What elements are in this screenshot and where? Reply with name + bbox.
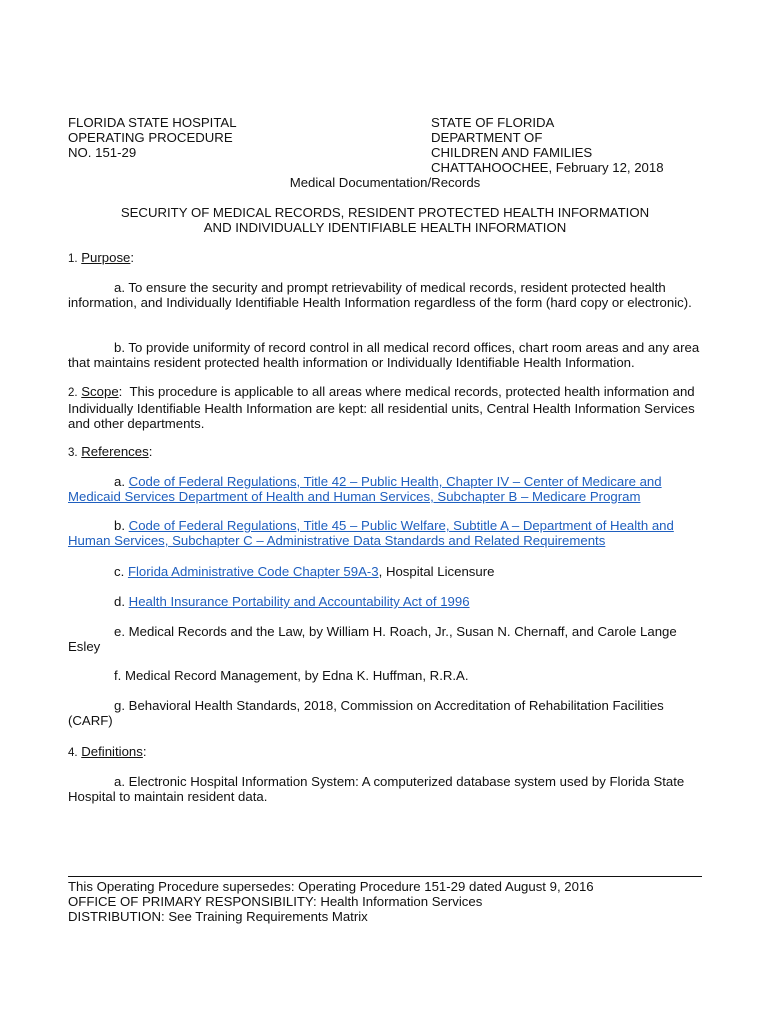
section-heading: Definitions [81, 744, 143, 759]
reference-link-cfr-title-45[interactable]: Code of Federal Regulations, Title 45 – Public Welfare, Subtitle A – Department of Health and Human Services, Subchapter C – Administrative Data Standards and Related Requirements [68, 518, 674, 548]
title-line-1: SECURITY OF MEDICAL RECORDS, RESIDENT PROTECTED HEALTH INFORMATION [120, 205, 650, 220]
definition-item-a: a. Electronic Hospital Information System: A computerized database system used by Florida State Hospital to maintain resident data. [68, 774, 685, 804]
reference-item-a: a. Code of Federal Regulations, Title 42 – Public Health, Chapter IV – Center of Medicare and Medicaid Services Department of Health and Human Services, Subchapter B – Medicare Program [68, 474, 662, 504]
reference-item-e: e. Medical Records and the Law, by William H. Roach, Jr., Susan N. Chernaff, and Carole Lange Esley [68, 624, 677, 654]
reference-item-f: f. Medical Record Management, by Edna K. Huffman, R.R.A. [114, 668, 469, 683]
header-right-line: DEPARTMENT OF [431, 130, 543, 145]
header-right-line: STATE OF FLORIDA [431, 115, 555, 130]
footer-supersedes: This Operating Procedure supersedes: Operating Procedure 151-29 dated August 9, 2016 [68, 879, 594, 894]
section-scope: 2. Scope: This procedure is applicable to all areas where medical records, protected health information and Individually Identifiable Health Information are kept: all residential units, Central Health Information Services and other departments. [68, 384, 695, 431]
reference-item-g: g. Behavioral Health Standards, 2018, Commission on Accreditation of Rehabilitation Facilities (CARF) [68, 698, 664, 728]
section-purpose-heading: 1. Purpose: [68, 250, 135, 265]
section-references-heading: 3. References: [68, 444, 153, 459]
section-number: 3. [68, 447, 78, 459]
reference-item-d: d. Health Insurance Portability and Accountability Act of 1996 [114, 594, 470, 609]
title-line-2: AND INDIVIDUALLY IDENTIFIABLE HEALTH INFORMATION [203, 220, 567, 235]
purpose-item-a: a. To ensure the security and prompt retrievability of medical records, resident protected health information, and Individually Identifiable Health Information regardless of the form (hard copy or electronic). [68, 280, 692, 310]
document-title [68, 205, 702, 235]
header-left-line: FLORIDA STATE HOSPITAL [68, 115, 237, 130]
header-left-line: NO. 151-29 [68, 145, 137, 160]
section-number: 1. [68, 253, 78, 265]
header-left-line: OPERATING PROCEDURE [68, 130, 233, 145]
reference-item-c: c. Florida Administrative Code Chapter 59A-3, Hospital Licensure [114, 564, 495, 579]
section-heading: Purpose [81, 250, 131, 265]
footer [68, 879, 708, 924]
section-number: 4. [68, 747, 78, 759]
header-left [68, 115, 388, 160]
footer-responsibility: OFFICE OF PRIMARY RESPONSIBILITY: Health Information Services [68, 894, 483, 909]
header-right-line: CHILDREN AND FAMILIES [431, 145, 593, 160]
section-heading: References [81, 444, 149, 459]
document-category: Medical Documentation/Records [289, 175, 481, 190]
reference-link-hipaa[interactable]: Health Insurance Portability and Accountability Act of 1996 [128, 594, 470, 609]
reference-link-fac-59a-3[interactable]: Florida Administrative Code Chapter 59A-3 [127, 564, 379, 579]
reference-item-b: b. Code of Federal Regulations, Title 45 – Public Welfare, Subtitle A – Department of Health and Human Services, Subchapter C – Administrative Data Standards and Related Requirements [68, 518, 674, 548]
footer-distribution: DISTRIBUTION: See Training Requirements Matrix [68, 909, 368, 924]
section-heading: Scope [81, 384, 119, 399]
footer-divider [68, 876, 702, 877]
purpose-item-b: b. To provide uniformity of record control in all medical record offices, chart room areas and any area that maintains resident protected health information or Individually Identifiable Health Information. [68, 340, 700, 370]
scope-text: This procedure is applicable to all areas where medical records, protected health information and Individually Identifiable Health Information are kept: all residential units, Central Health Information Services and other departments. [68, 384, 695, 431]
section-definitions-heading: 4. Definitions: [68, 744, 147, 759]
reference-link-cfr-title-42[interactable]: Code of Federal Regulations, Title 42 – Public Health, Chapter IV – Center of Medicare and Medicaid Services Department of Health and Human Services, Subchapter B – Medicare Program [68, 474, 662, 504]
header-right [431, 115, 731, 175]
section-number: 2. [68, 387, 78, 399]
header-right-line: CHATTAHOOCHEE, February 12, 2018 [431, 160, 664, 175]
